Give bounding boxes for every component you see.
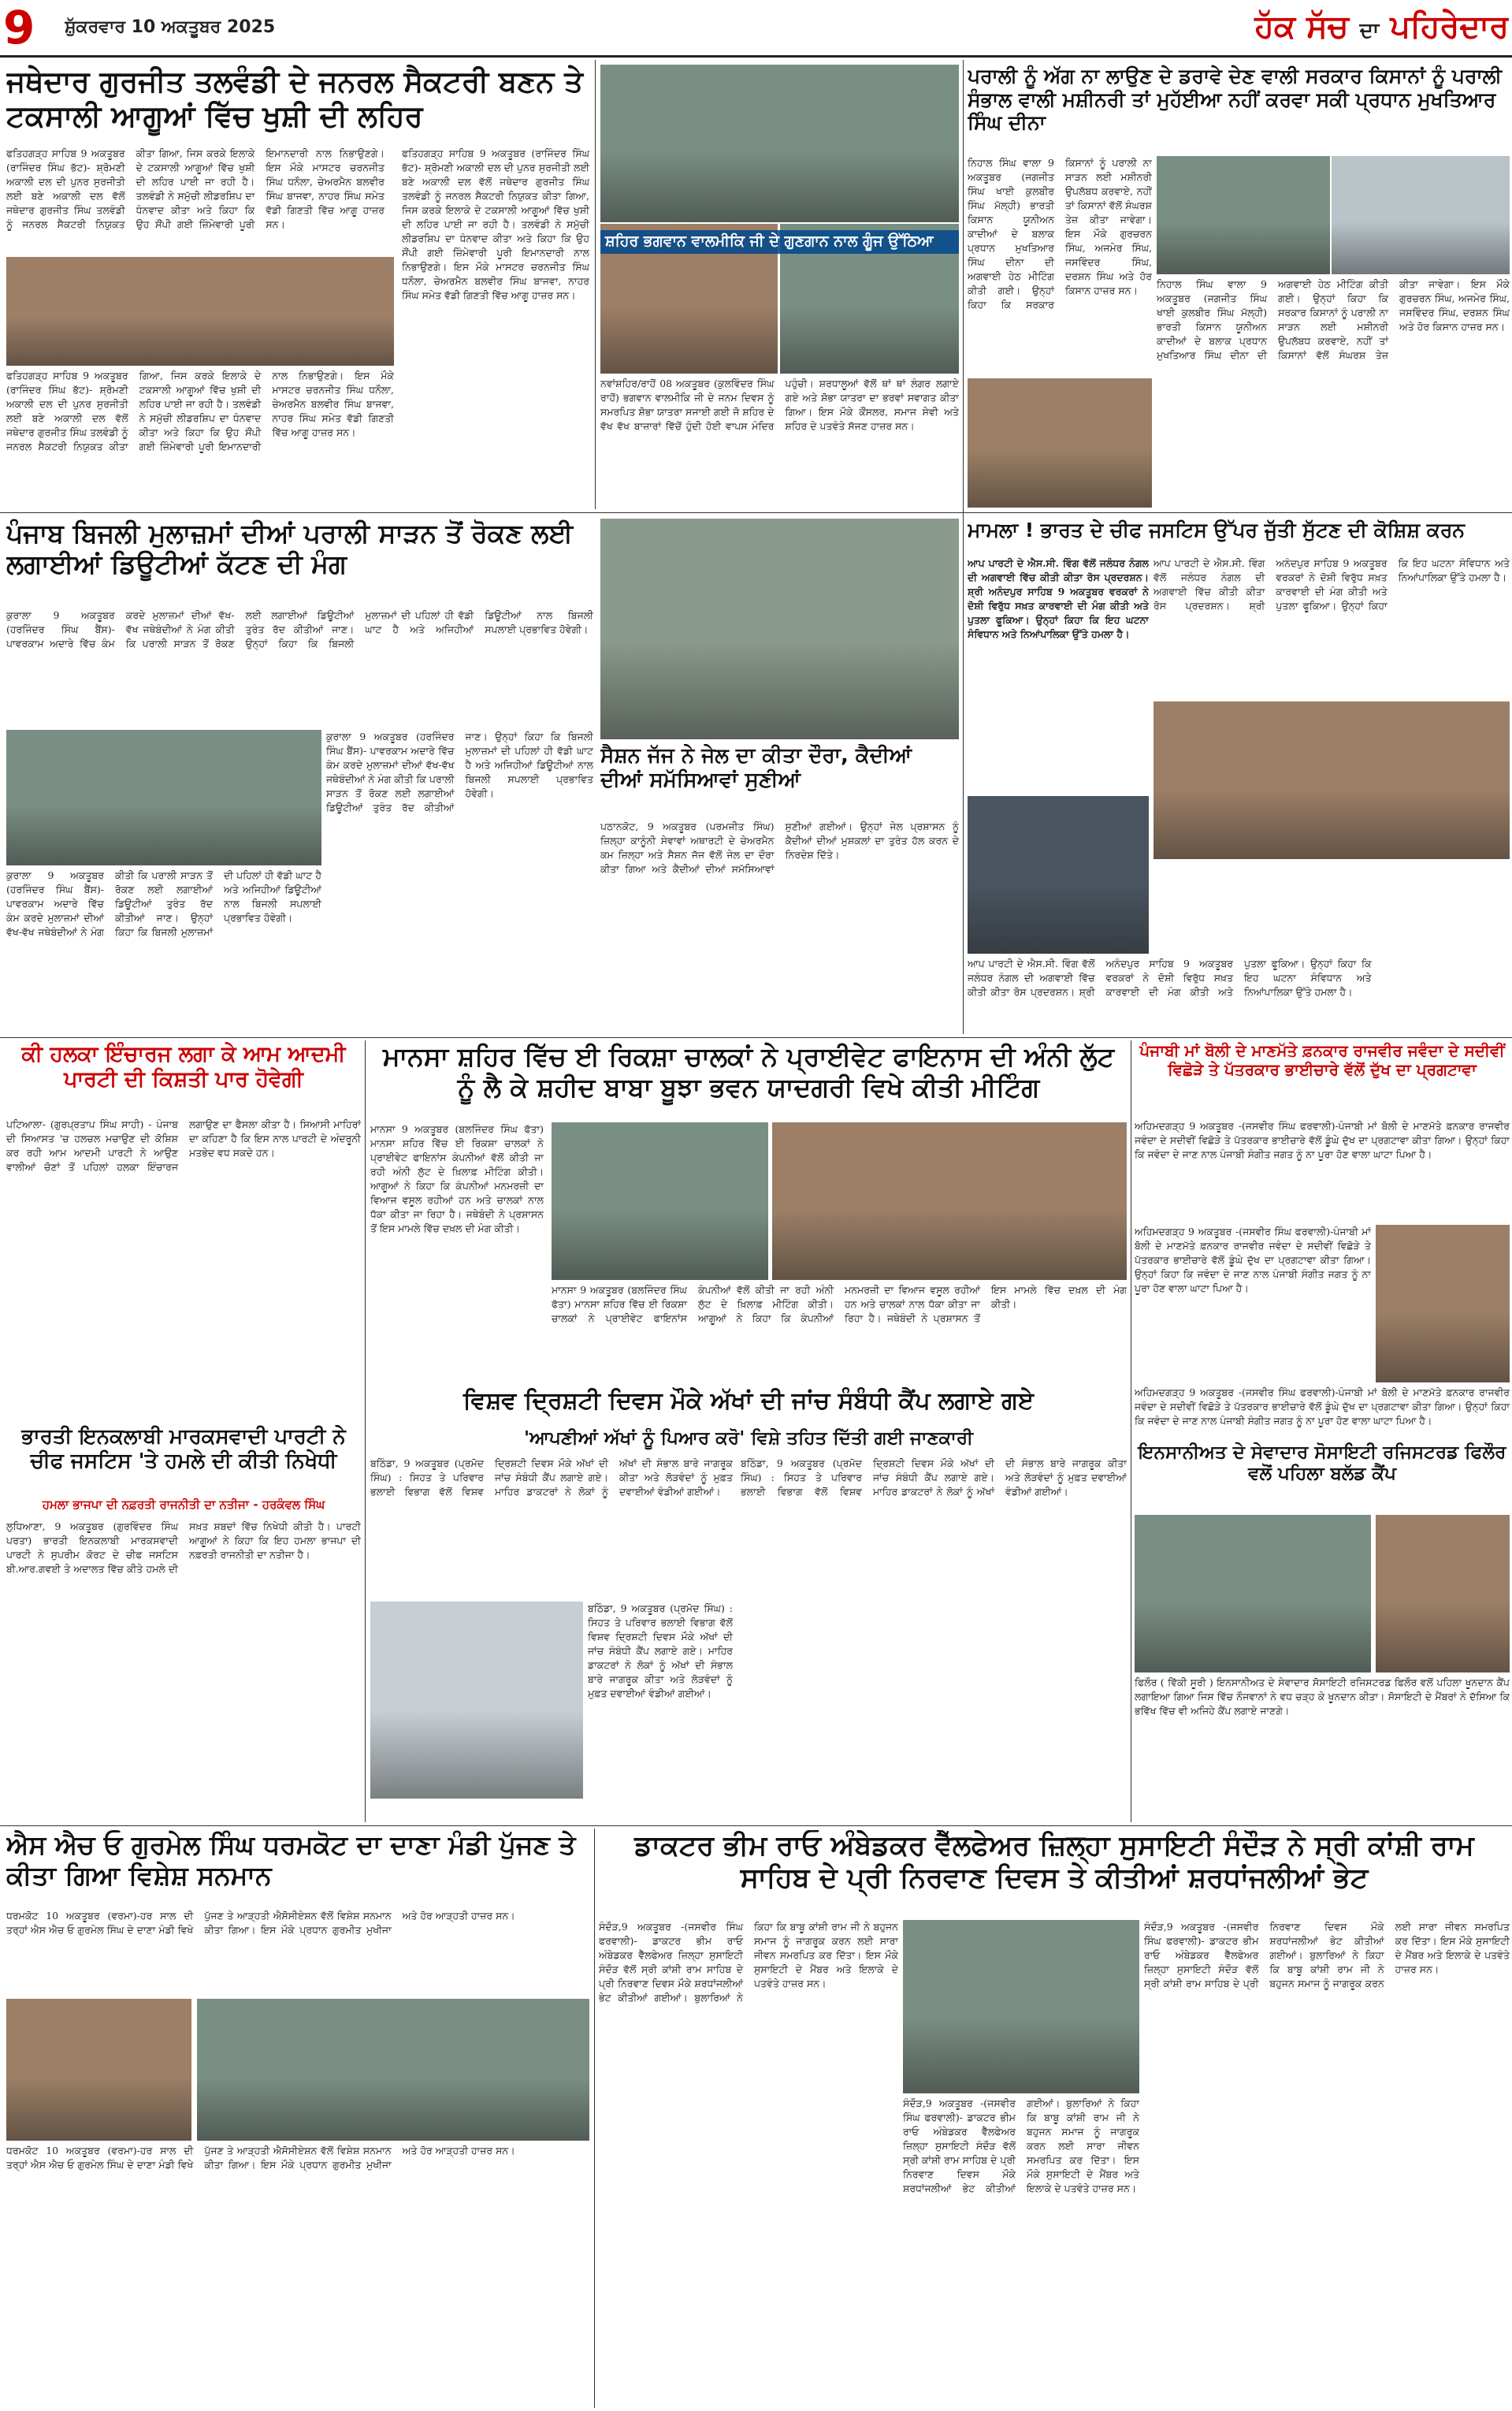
- article-body-11c: ਬਠਿੰਡਾ, 9 ਅਕਤੂਬਰ (ਪ੍ਰਮੋਦ ਸਿੰਘ) : ਸਿਹਤ ਤੇ ਪਰਿਵਾਰ ਭਲਾਈ ਵਿਭਾਗ ਵੱਲੋਂ ਵਿਸ਼ਵ ਦ੍ਰਿਸ਼ਟੀ ਦਿਵਸ ਮੌਕੇ ਅੱਖਾਂ ਦੀ ਜਾਂਚ ਸੰਬੰਧੀ ਕੈਂਪ ਲਗਾਏ ਗਏ। ਮਾਹਿਰ ਡਾਕਟਰਾਂ ਨੇ ਲੋਕਾਂ ਨੂੰ ਅੱਖਾਂ ਦੀ ਸੰਭਾਲ ਬਾਰੇ ਜਾਗਰੂਕ ਕੀਤਾ ਅਤੇ ਲੋੜਵੰਦਾਂ ਨੂੰ ਮੁਫ਼ਤ ਦਵਾਈਆਂ ਵੰਡੀਆਂ ਗਈਆਂ।: [741, 1457, 1127, 1498]
- article-photo-5: [600, 519, 959, 739]
- article-body-6b: ਆਪ ਪਾਰਟੀ ਦੇ ਐਸ.ਸੀ. ਵਿੰਗ ਵੱਲੋਂ ਜਲੰਧਰ ਨੰਗਲ ਦੀ ਅਗਵਾਈ ਵਿੱਚ ਕੀਤੀ ਕੀਤਾ ਰੋਸ ਪ੍ਰਦਰਸ਼ਨ। ਸ਼੍ਰੀ ਅਨੰਦਪੁਰ ਸਾਹਿਬ 9 ਅਕਤੂਬਰ ਵਰਕਰਾਂ ਨੇ ਦੋਸ਼ੀ ਵਿਰੁੱਧ ਸਖ਼ਤ ਕਾਰਵਾਈ ਦੀ ਮੰਗ ਕੀਤੀ ਅਤੇ ਪੁਤਲਾ ਫੂਕਿਆ। ਉਨ੍ਹਾਂ ਕਿਹਾ ਕਿ ਇਹ ਘਟਨਾ ਸੰਵਿਧਾਨ ਅਤੇ ਨਿਆਂਪਾਲਿਕਾ ਉੱਤੇ ਹਮਲਾ ਹੈ।: [1154, 557, 1510, 612]
- article-body-7: ਪਟਿਆਲਾ- (ਗੁਰਪ੍ਰਤਾਪ ਸਿੰਘ ਸਾਹੀ) - ਪੰਜਾਬ ਦੀ ਸਿਆਸਤ 'ਚ ਹਲਚਲ ਮਚਾਉਣ ਦੀ ਕੋਸ਼ਿਸ਼ ਕਰ ਰਹੀ ਆਮ ਆਦਮੀ ਪਾਰਟੀ ਨੇ ਆਉਣ ਵਾਲੀਆਂ ਚੋਣਾਂ ਤੋਂ ਪਹਿਲਾਂ ਹਲਕਾ ਇੰਚਾਰਜ ਲਗਾਉਣ ਦਾ ਫੈਸਲਾ ਕੀਤਾ ਹੈ। ਸਿਆਸੀ ਮਾਹਿਰਾਂ ਦਾ ਕਹਿਣਾ ਹੈ ਕਿ ਇਸ ਨਾਲ ਪਾਰਟੀ ਦੇ ਅੰਦਰੂਨੀ ਮਤਭੇਦ ਵਧ ਸਕਦੇ ਹਨ।: [6, 1118, 361, 1173]
- article-body-13: ਧਰਮਕੋਟ 10 ਅਕਤੂਬਰ (ਵਰਮਾ)-ਹਰ ਸਾਲ ਦੀ ਤਰ੍ਹਾਂ ਐਸ ਐਚ ਓ ਗੁਰਮੇਲ ਸਿੰਘ ਦੇ ਦਾਣਾ ਮੰਡੀ ਵਿਖੇ ਪੁੱਜਣ ਤੇ ਆੜ੍ਹਤੀ ਐਸੋਸੀਏਸ਼ਨ ਵੱਲੋਂ ਵਿਸ਼ੇਸ਼ ਸਨਮਾਨ ਕੀਤਾ ਗਿਆ। ਇਸ ਮੌਕੇ ਪ੍ਰਧਾਨ ਗੁਰਮੀਤ ਮੁਖੀਜਾ ਅਤੇ ਹੋਰ ਆੜ੍ਹਤੀ ਹਾਜ਼ਰ ਸਨ।: [6, 1910, 515, 1936]
- article-body-6c: ਆਪ ਪਾਰਟੀ ਦੇ ਐਸ.ਸੀ. ਵਿੰਗ ਵੱਲੋਂ ਜਲੰਧਰ ਨੰਗਲ ਦੀ ਅਗਵਾਈ ਵਿੱਚ ਕੀਤੀ ਕੀਤਾ ਰੋਸ ਪ੍ਰਦਰਸ਼ਨ। ਸ਼੍ਰੀ ਅਨੰਦਪੁਰ ਸਾਹਿਬ 9 ਅਕਤੂਬਰ ਵਰਕਰਾਂ ਨੇ ਦੋਸ਼ੀ ਵਿਰੁੱਧ ਸਖ਼ਤ ਕਾਰਵਾਈ ਦੀ ਮੰਗ ਕੀਤੀ ਅਤੇ ਪੁਤਲਾ ਫੂਕਿਆ। ਉਨ੍ਹਾਂ ਕਿਹਾ ਕਿ ਇਹ ਘਟਨਾ ਸੰਵਿਧਾਨ ਅਤੇ ਨਿਆਂਪਾਲਿਕਾ ਉੱਤੇ ਹਮਲਾ ਹੈ।: [968, 958, 1372, 998]
- column-rule: [594, 1829, 595, 2408]
- article-body-14b: ਸੰਦੌੜ,9 ਅਕਤੂਬਰ -(ਜਸਵੀਰ ਸਿੰਘ ਫਰਵਾਲੀ)- ਡਾਕਟਰ ਭੀਮ ਰਾਓ ਅੰਬੇਡਕਰ ਵੈੱਲਫੇਅਰ ਜ਼ਿਲ੍ਹਾ ਸੁਸਾਇਟੀ ਸੰਦੌੜ ਵੱਲੋਂ ਸ੍ਰੀ ਕਾਂਸ਼ੀ ਰਾਮ ਸਾਹਿਬ ਦੇ ਪ੍ਰੀ ਨਿਰਵਾਣ ਦਿਵਸ ਮੌਕੇ ਸ਼ਰਧਾਂਜਲੀਆਂ ਭੇਟ ਕੀਤੀਆਂ ਗਈਆਂ। ਬੁਲਾਰਿਆਂ ਨੇ ਕਿਹਾ ਕਿ ਬਾਬੂ ਕਾਂਸ਼ੀ ਰਾਮ ਜੀ ਨੇ ਬਹੁਜਨ ਸਮਾਜ ਨੂੰ ਜਾਗਰੂਕ ਕਰਨ ਲਈ ਸਾਰਾ ਜੀਵਨ ਸਮਰਪਿਤ ਕਰ ਦਿੱਤਾ। ਇਸ ਮੌਕੇ ਸੁਸਾਇਟੀ ਦੇ ਮੈਂਬਰ ਅਤੇ ਇਲਾਕੇ ਦੇ ਪਤਵੰਤੇ ਹਾਜ਼ਰ ਸਨ।: [903, 2097, 1139, 2194]
- article-body-4: ਕੁਰਾਲਾ 9 ਅਕਤੂਬਰ (ਹਰਜਿੰਦਰ ਸਿੰਘ ਬੈਂਸ)- ਪਾਵਰਕਾਮ ਅਦਾਰੇ ਵਿੱਚ ਕੰਮ ਕਰਦੇ ਮੁਲਾਜ਼ਮਾਂ ਦੀਆਂ ਵੱਖ-ਵੱਖ ਜਥੇਬੰਦੀਆਂ ਨੇ ਮੰਗ ਕੀਤੀ ਕਿ ਪਰਾਲੀ ਸਾੜਨ ਤੋਂ ਰੋਕਣ ਲਈ ਲਗਾਈਆਂ ਡਿਊਟੀਆਂ ਤੁਰੰਤ ਰੱਦ ਕੀਤੀਆਂ ਜਾਣ। ਉਨ੍ਹਾਂ ਕਿਹਾ ਕਿ ਬਿਜਲੀ ਮੁਲਾਜ਼ਮਾਂ ਦੀ ਪਹਿਲਾਂ ਹੀ ਵੱਡੀ ਘਾਟ ਹੈ ਅਤੇ ਅਜਿਹੀਆਂ ਡਿਊਟੀਆਂ ਨਾਲ ਬਿਜਲੀ ਸਪਲਾਈ ਪ੍ਰਭਾਵਿਤ ਹੋਵੇਗੀ।: [6, 609, 593, 649]
- article-subhead-11: 'ਆਪਣੀਆਂ ਅੱਖਾਂ ਨੂੰ ਪਿਆਰ ਕਰੋ' ਵਿਸ਼ੇ ਤਹਿਤ ਦਿੱਤੀ ਗਈ ਜਾਣਕਾਰੀ: [523, 1428, 974, 1449]
- article-photo-6b: [968, 796, 1149, 954]
- article-photo-6a: [1154, 701, 1510, 859]
- article-body-10c: ਅਹਿਮਦਗੜ੍ਹ 9 ਅਕਤੂਬਰ -(ਜਸਵੀਰ ਸਿੰਘ ਫਰਵਾਲੀ)-ਪੰਜਾਬੀ ਮਾਂ ਬੋਲੀ ਦੇ ਮਾਣਮੱਤੇ ਫ਼ਨਕਾਰ ਰਾਜਵੀਰ ਜਵੰਦਾ ਦੇ ਸਦੀਵੀਂ ਵਿਛੋੜੇ ਤੇ ਪੱਤਰਕਾਰ ਭਾਈਚਾਰੇ ਵੱਲੋਂ ਡੂੰਘੇ ਦੁੱਖ ਦਾ ਪ੍ਰਗਟਾਵਾ ਕੀਤਾ ਗਿਆ। ਉਨ੍ਹਾਂ ਕਿਹਾ ਕਿ ਜਵੰਦਾ ਦੇ ਜਾਣ ਨਾਲ ਪੰਜਾਬੀ ਸੰਗੀਤ ਜਗਤ ਨੂੰ ਨਾ ਪੂਰਾ ਹੋਣ ਵਾਲਾ ਘਾਟਾ ਪਿਆ ਹੈ।: [1135, 1386, 1510, 1427]
- article-headline-11: ਵਿਸ਼ਵ ਦ੍ਰਿਸ਼ਟੀ ਦਿਵਸ ਮੌਕੇ ਅੱਖਾਂ ਦੀ ਜਾਂਚ ਸੰਬੰਧੀ ਕੈਂਪ ਲਗਾਏ ਗਏ: [463, 1387, 1034, 1415]
- masthead-right: ਪਹਿਰੇਦਾਰ: [1390, 9, 1509, 45]
- article-body-10: ਅਹਿਮਦਗੜ੍ਹ 9 ਅਕਤੂਬਰ -(ਜਸਵੀਰ ਸਿੰਘ ਫਰਵਾਲੀ)-ਪੰਜਾਬੀ ਮਾਂ ਬੋਲੀ ਦੇ ਮਾਣਮੱਤੇ ਫ਼ਨਕਾਰ ਰਾਜਵੀਰ ਜਵੰਦਾ ਦੇ ਸਦੀਵੀਂ ਵਿਛੋੜੇ ਤੇ ਪੱਤਰਕਾਰ ਭਾਈਚਾਰੇ ਵੱਲੋਂ ਡੂੰਘੇ ਦੁੱਖ ਦਾ ਪ੍ਰਗਟਾਵਾ ਕੀਤਾ ਗਿਆ। ਉਨ੍ਹਾਂ ਕਿਹਾ ਕਿ ਜਵੰਦਾ ਦੇ ਜਾਣ ਨਾਲ ਪੰਜਾਬੀ ਸੰਗੀਤ ਜਗਤ ਨੂੰ ਨਾ ਪੂਰਾ ਹੋਣ ਵਾਲਾ ਘਾਟਾ ਪਿਆ ਹੈ।: [1135, 1120, 1510, 1160]
- article-headline-2: ਪਰਾਲੀ ਨੂੰ ਅੱਗ ਨਾ ਲਾਉਣ ਦੇ ਡਰਾਵੇ ਦੇਣ ਵਾਲੀ ਸਰਕਾਰ ਕਿਸਾਨਾਂ ਨੂੰ ਪਰਾਲੀ ਸੰਭਾਲ ਵਾਲੀ ਮਸ਼ੀਨਰੀ ਤਾਂ ਮੁਹੱਈਆ ਨਹੀਂ ਕਰਵਾ ਸਕੀ ਪ੍ਰਧਾਨ ਮੁਖਤਿਆਰ ਸਿੰਘ ਦੀਨਾ: [968, 65, 1503, 134]
- article-body-2: ਨਿਹਾਲ ਸਿੰਘ ਵਾਲਾ 9 ਅਕਤੂਬਰ (ਜਗਜੀਤ ਸਿੰਘ ਖਾਈ ਕੁਲਬੀਰ ਸਿੰਘ ਮੱਲ੍ਹੀ) ਭਾਰਤੀ ਕਿਸਾਨ ਯੂਨੀਅਨ ਕਾਦੀਆਂ ਦੇ ਬਲਾਕ ਪ੍ਰਧਾਨ ਮੁਖਤਿਆਰ ਸਿੰਘ ਦੀਨਾ ਦੀ ਅਗਵਾਈ ਹੇਠ ਮੀਟਿੰਗ ਕੀਤੀ ਗਈ। ਉਨ੍ਹਾਂ ਕਿਹਾ ਕਿ ਸਰਕਾਰ ਕਿਸਾਨਾਂ ਨੂੰ ਪਰਾਲੀ ਨਾ ਸਾੜਨ ਲਈ ਮਸ਼ੀਨਰੀ ਉਪਲੱਬਧ ਕਰਵਾਏ, ਨਹੀਂ ਤਾਂ ਕਿਸਾਨਾਂ ਵੱਲੋਂ ਸੰਘਰਸ਼ ਤੇਜ਼ ਕੀਤਾ ਜਾਵੇਗਾ। ਇਸ ਮੌਕੇ ਗੁਰਚਰਨ ਸਿੰਘ, ਅਜਮੇਰ ਸਿੰਘ, ਜਸਵਿੰਦਰ ਸਿੰਘ, ਦਰਸ਼ਨ ਸਿੰਘ ਅਤੇ ਹੋਰ ਕਿਸਾਨ ਹਾਜ਼ਰ ਸਨ।: [968, 157, 1152, 311]
- article-body-9: ਮਾਨਸਾ 9 ਅਕਤੂਬਰ (ਬਲਜਿੰਦਰ ਸਿੰਘ ਫੱਤਾ) ਮਾਨਸਾ ਸ਼ਹਿਰ ਵਿੱਚ ਈ ਰਿਕਸ਼ਾ ਚਾਲਕਾਂ ਨੇ ਪ੍ਰਾਈਵੇਟ ਫਾਇਨਾਂਸ ਕੰਪਨੀਆਂ ਵੱਲੋਂ ਕੀਤੀ ਜਾ ਰਹੀ ਅੰਨੀ ਲੁੱਟ ਦੇ ਖ਼ਿਲਾਫ਼ ਮੀਟਿੰਗ ਕੀਤੀ। ਆਗੂਆਂ ਨੇ ਕਿਹਾ ਕਿ ਕੰਪਨੀਆਂ ਮਨਮਰਜ਼ੀ ਦਾ ਵਿਆਜ ਵਸੂਲ ਰਹੀਆਂ ਹਨ ਅਤੇ ਚਾਲਕਾਂ ਨਾਲ ਧੱਕਾ ਕੀਤਾ ਜਾ ਰਿਹਾ ਹੈ। ਜਥੇਬੰਦੀ ਨੇ ਪ੍ਰਸ਼ਾਸਨ ਤੋਂ ਇਸ ਮਾਮਲੇ ਵਿੱਚ ਦਖ਼ਲ ਦੀ ਮੰਗ ਕੀਤੀ।: [370, 1123, 544, 1234]
- article-headline-12: ਇਨਸਾਨੀਅਤ ਦੇ ਸੇਵਾਦਾਰ ਸੋਸਾਇਟੀ ਰਜਿਸਟਰਡ ਫਿਲੌਰ ਵਲੋਂ ਪਹਿਲਾ ਬਲੱਡ ਕੈਂਪ: [1138, 1442, 1506, 1485]
- article-headline-5: ਸੈਸ਼ਨ ਜੱਜ ਨੇ ਜੇਲ ਦਾ ਕੀਤਾ ਦੌਰਾ, ਕੈਦੀਆਂ ਦੀਆਂ ਸਮੱਸਿਆਵਾਂ ਸੁਣੀਆਂ: [600, 744, 912, 792]
- column-rule: [595, 60, 596, 509]
- article-body-2b: ਨਿਹਾਲ ਸਿੰਘ ਵਾਲਾ 9 ਅਕਤੂਬਰ (ਜਗਜੀਤ ਸਿੰਘ ਖਾਈ ਕੁਲਬੀਰ ਸਿੰਘ ਮੱਲ੍ਹੀ) ਭਾਰਤੀ ਕਿਸਾਨ ਯੂਨੀਅਨ ਕਾਦੀਆਂ ਦੇ ਬਲਾਕ ਪ੍ਰਧਾਨ ਮੁਖਤਿਆਰ ਸਿੰਘ ਦੀਨਾ ਦੀ ਅਗਵਾਈ ਹੇਠ ਮੀਟਿੰਗ ਕੀਤੀ ਗਈ। ਉਨ੍ਹਾਂ ਕਿਹਾ ਕਿ ਸਰਕਾਰ ਕਿਸਾਨਾਂ ਨੂੰ ਪਰਾਲੀ ਨਾ ਸਾੜਨ ਲਈ ਮਸ਼ੀਨਰੀ ਉਪਲੱਬਧ ਕਰਵਾਏ, ਨਹੀਂ ਤਾਂ ਕਿਸਾਨਾਂ ਵੱਲੋਂ ਸੰਘਰਸ਼ ਤੇਜ਼ ਕੀਤਾ ਜਾਵੇਗਾ। ਇਸ ਮੌਕੇ ਗੁਰਚਰਨ ਸਿੰਘ, ਅਜਮੇਰ ਸਿੰਘ, ਜਸਵਿੰਦਰ ਸਿੰਘ, ਦਰਸ਼ਨ ਸਿੰਘ ਅਤੇ ਹੋਰ ਕਿਸਾਨ ਹਾਜ਼ਰ ਸਨ।: [1157, 278, 1510, 361]
- article-headline-8: ਭਾਰਤੀ ਇਨਕਲਾਬੀ ਮਾਰਕਸਵਾਦੀ ਪਾਰਟੀ ਨੇ ਚੀਫ ਜਸਟਿਸ 'ਤੇ ਹਮਲੇ ਦੀ ਕੀਤੀ ਨਿਖੇਧੀ: [21, 1425, 346, 1473]
- article-headline-14: ਡਾਕਟਰ ਭੀਮ ਰਾਓ ਅੰਬੇਡਕਰ ਵੈੱਲਫੇਅਰ ਜ਼ਿਲ੍ਹਾ ਸੁਸਾਇਟੀ ਸੰਦੌੜ ਨੇ ਸ੍ਰੀ ਕਾਂਸ਼ੀ ਰਾਮ ਸਾਹਿਬ ਦੇ ਪ੍ਰੀ ਨਿਰਵਾਣ ਦਿਵਸ ਤੇ ਕੀਤੀਆਂ ਸ਼ਰਧਾਂਜਲੀਆਂ ਭੇਟ: [634, 1830, 1474, 1895]
- article-headline-7: ਕੀ ਹਲਕਾ ਇੰਚਾਰਜ ਲਗਾ ਕੇ ਆਮ ਆਦਮੀ ਪਾਰਟੀ ਦੀ ਕਿਸ਼ਤੀ ਪਾਰ ਹੋਵੇਗੀ: [21, 1042, 346, 1092]
- article-headline-6: ਮਾਮਲਾ ! ਭਾਰਤ ਦੇ ਚੀਫ ਜਸਟਿਸ ਉੱਪਰ ਜੁੱਤੀ ਸੁੱਟਣ ਦੀ ਕੋਸ਼ਿਸ਼ ਕਰਨ: [968, 519, 1465, 541]
- article-body-8: ਲੁਧਿਆਣਾ, 9 ਅਕਤੂਬਰ (ਗੁਰਵਿੰਦਰ ਸਿੰਘ ਪਰਤਾ) ਭਾਰਤੀ ਇਨਕਲਾਬੀ ਮਾਰਕਸਵਾਦੀ ਪਾਰਟੀ ਨੇ ਸੁਪਰੀਮ ਕੋਰਟ ਦੇ ਚੀਫ ਜਸਟਿਸ ਬੀ.ਆਰ.ਗਵਈ ਤੇ ਅਦਾਲਤ ਵਿੱਚ ਕੀਤੇ ਹਮਲੇ ਦੀ ਸਖ਼ਤ ਸ਼ਬਦਾਂ ਵਿੱਚ ਨਿਖੇਧੀ ਕੀਤੀ ਹੈ। ਪਾਰਟੀ ਆਗੂਆਂ ਨੇ ਕਿਹਾ ਕਿ ਇਹ ਹਮਲਾ ਭਾਜਪਾ ਦੀ ਨਫ਼ਰਤੀ ਰਾਜਨੀਤੀ ਦਾ ਨਤੀਜਾ ਹੈ।: [6, 1520, 361, 1575]
- article-headline-3: ਸ਼ਹਿਰ ਭਗਵਾਨ ਵਾਲਮੀਕਿ ਜੀ ਦੇ ਗੁਣਗਾਨ ਨਾਲ ਗੂੰਜ ਉੱਠਿਆ: [600, 230, 959, 254]
- column-rule: [963, 60, 964, 1034]
- masthead-logo: [1198, 3, 1509, 50]
- article-body-11: ਬਠਿੰਡਾ, 9 ਅਕਤੂਬਰ (ਪ੍ਰਮੋਦ ਸਿੰਘ) : ਸਿਹਤ ਤੇ ਪਰਿਵਾਰ ਭਲਾਈ ਵਿਭਾਗ ਵੱਲੋਂ ਵਿਸ਼ਵ ਦ੍ਰਿਸ਼ਟੀ ਦਿਵਸ ਮੌਕੇ ਅੱਖਾਂ ਦੀ ਜਾਂਚ ਸੰਬੰਧੀ ਕੈਂਪ ਲਗਾਏ ਗਏ। ਮਾਹਿਰ ਡਾਕਟਰਾਂ ਨੇ ਲੋਕਾਂ ਨੂੰ ਅੱਖਾਂ ਦੀ ਸੰਭਾਲ ਬਾਰੇ ਜਾਗਰੂਕ ਕੀਤਾ ਅਤੇ ਲੋੜਵੰਦਾਂ ਨੂੰ ਮੁਫ਼ਤ ਦਵਾਈਆਂ ਵੰਡੀਆਂ ਗਈਆਂ।: [370, 1457, 733, 1498]
- article-body-4c: ਕੁਰਾਲਾ 9 ਅਕਤੂਬਰ (ਹਰਜਿੰਦਰ ਸਿੰਘ ਬੈਂਸ)- ਪਾਵਰਕਾਮ ਅਦਾਰੇ ਵਿੱਚ ਕੰਮ ਕਰਦੇ ਮੁਲਾਜ਼ਮਾਂ ਦੀਆਂ ਵੱਖ-ਵੱਖ ਜਥੇਬੰਦੀਆਂ ਨੇ ਮੰਗ ਕੀਤੀ ਕਿ ਪਰਾਲੀ ਸਾੜਨ ਤੋਂ ਰੋਕਣ ਲਈ ਲਗਾਈਆਂ ਡਿਊਟੀਆਂ ਤੁਰੰਤ ਰੱਦ ਕੀਤੀਆਂ ਜਾਣ। ਉਨ੍ਹਾਂ ਕਿਹਾ ਕਿ ਬਿਜਲੀ ਮੁਲਾਜ਼ਮਾਂ ਦੀ ਪਹਿਲਾਂ ਹੀ ਵੱਡੀ ਘਾਟ ਹੈ ਅਤੇ ਅਜਿਹੀਆਂ ਡਿਊਟੀਆਂ ਨਾਲ ਬਿਜਲੀ ਸਪਲਾਈ ਪ੍ਰਭਾਵਿਤ ਹੋਵੇਗੀ।: [326, 731, 593, 813]
- article-photo-3a: [600, 65, 959, 222]
- article-headline-13: ਐਸ ਐਚ ਓ ਗੁਰਮੇਲ ਸਿੰਘ ਧਰਮਕੋਟ ਦਾ ਦਾਣਾ ਮੰਡੀ ਪੁੱਜਣ ਤੇ ਕੀਤਾ ਗਿਆ ਵਿਸ਼ੇਸ਼ ਸਨਮਾਨ: [6, 1830, 576, 1891]
- article-body-3: ਨਵਾਂਸ਼ਹਿਰ/ਰਾਹੋਂ 08 ਅਕਤੂਬਰ (ਕੁਲਵਿੰਦਰ ਸਿੰਘ ਰਾਹੋਂ) ਭਗਵਾਨ ਵਾਲਮੀਕਿ ਜੀ ਦੇ ਜਨਮ ਦਿਵਸ ਨੂੰ ਸਮਰਪਿਤ ਸ਼ੋਭਾ ਯਾਤਰਾ ਸਜਾਈ ਗਈ ਜੋ ਸ਼ਹਿਰ ਦੇ ਵੱਖ ਵੱਖ ਬਾਜ਼ਾਰਾਂ ਵਿੱਚੋਂ ਹੁੰਦੀ ਹੋਈ ਵਾਪਸ ਮੰਦਿਰ ਪਹੁੰਚੀ। ਸ਼ਰਧਾਲੂਆਂ ਵੱਲੋਂ ਥਾਂ ਥਾਂ ਲੰਗਰ ਲਗਾਏ ਗਏ ਅਤੇ ਸ਼ੋਭਾ ਯਾਤਰਾ ਦਾ ਭਰਵਾਂ ਸਵਾਗਤ ਕੀਤਾ ਗਿਆ। ਇਸ ਮੌਕੇ ਕੌਂਸਲਰ, ਸਮਾਜ ਸੇਵੀ ਅਤੇ ਸ਼ਹਿਰ ਦੇ ਪਤਵੰਤੇ ਸੱਜਣ ਹਾਜ਼ਰ ਸਨ।: [600, 378, 959, 432]
- header-rule: [0, 55, 1512, 58]
- article-photo-13b: [197, 1999, 589, 2141]
- article-subhead-8: ਹਮਲਾ ਭਾਜਪਾ ਦੀ ਨਫ਼ਰਤੀ ਰਾਜਨੀਤੀ ਦਾ ਨਤੀਜਾ - ਹਰਕੰਵਲ ਸਿੰਘ: [42, 1498, 325, 1512]
- article-body-1: ਫਤਿਹਗੜ੍ਹ ਸਾਹਿਬ 9 ਅਕਤੂਬਰ (ਰਾਜਿੰਦਰ ਸਿੰਘ ਭੱਟ)- ਸ਼੍ਰੋਮਣੀ ਅਕਾਲੀ ਦਲ ਦੀ ਪੁਨਰ ਸੁਰਜੀਤੀ ਲਈ ਬਣੇ ਅਕਾਲੀ ਦਲ ਵੱਲੋਂ ਜਥੇਦਾਰ ਗੁਰਜੀਤ ਸਿੰਘ ਤਲਵੰਡੀ ਨੂੰ ਜਨਰਲ ਸੈਕਟਰੀ ਨਿਯੁਕਤ ਕੀਤਾ ਗਿਆ, ਜਿਸ ਕਰਕੇ ਇਲਾਕੇ ਦੇ ਟਕਸਾਲੀ ਆਗੂਆਂ ਵਿੱਚ ਖੁਸ਼ੀ ਦੀ ਲਹਿਰ ਪਾਈ ਜਾ ਰਹੀ ਹੈ। ਤਲਵੰਡੀ ਨੇ ਸਮੁੱਚੀ ਲੀਡਰਸ਼ਿਪ ਦਾ ਧੰਨਵਾਦ ਕੀਤਾ ਅਤੇ ਕਿਹਾ ਕਿ ਉਹ ਸੌਂਪੀ ਗਈ ਜ਼ਿੰਮੇਵਾਰੀ ਪੂਰੀ ਇਮਾਨਦਾਰੀ ਨਾਲ ਨਿਭਾਉਣਗੇ। ਇਸ ਮੌਕੇ ਮਾਸਟਰ ਚਰਨਜੀਤ ਸਿੰਘ ਧਨੌਲਾ, ਚੇਅਰਮੈਨ ਬਲਵੀਰ ਸਿੰਘ ਬਾਜਵਾ, ਨਾਹਰ ਸਿੰਘ ਸਮੇਤ ਵੱਡੀ ਗਿਣਤੀ ਵਿੱਚ ਆਗੂ ਹਾਜ਼ਰ ਸਨ।: [6, 147, 385, 230]
- page-number: 9: [3, 2, 35, 54]
- article-photo-9a: [552, 1122, 768, 1280]
- masthead-mid: ਦਾ: [1359, 19, 1380, 43]
- article-photo-12a: [1135, 1515, 1371, 1672]
- article-photo-2c: [968, 378, 1152, 508]
- article-body-5: ਪਠਾਨਕੋਟ, 9 ਅਕਤੂਬਰ (ਪਰਮਜੀਤ ਸਿੰਘ) ਜ਼ਿਲ੍ਹਾ ਕਾਨੂੰਨੀ ਸੇਵਾਵਾਂ ਅਥਾਰਟੀ ਦੇ ਚੇਅਰਮੈਨ ਕਮ ਜ਼ਿਲ੍ਹਾ ਅਤੇ ਸੈਸ਼ਨ ਜੱਜ ਵੱਲੋਂ ਜੇਲ ਦਾ ਦੌਰਾ ਕੀਤਾ ਗਿਆ ਅਤੇ ਕੈਦੀਆਂ ਦੀਆਂ ਸਮੱਸਿਆਵਾਂ ਸੁਣੀਆਂ ਗਈਆਂ। ਉਨ੍ਹਾਂ ਜੇਲ ਪ੍ਰਸ਼ਾਸਨ ਨੂੰ ਕੈਦੀਆਂ ਦੀਆਂ ਮੁਸ਼ਕਲਾਂ ਦਾ ਤੁਰੰਤ ਹੱਲ ਕਰਨ ਦੇ ਨਿਰਦੇਸ਼ ਦਿੱਤੇ।: [600, 820, 959, 875]
- article-body-1b: ਫਤਿਹਗੜ੍ਹ ਸਾਹਿਬ 9 ਅਕਤੂਬਰ (ਰਾਜਿੰਦਰ ਸਿੰਘ ਭੱਟ)- ਸ਼੍ਰੋਮਣੀ ਅਕਾਲੀ ਦਲ ਦੀ ਪੁਨਰ ਸੁਰਜੀਤੀ ਲਈ ਬਣੇ ਅਕਾਲੀ ਦਲ ਵੱਲੋਂ ਜਥੇਦਾਰ ਗੁਰਜੀਤ ਸਿੰਘ ਤਲਵੰਡੀ ਨੂੰ ਜਨਰਲ ਸੈਕਟਰੀ ਨਿਯੁਕਤ ਕੀਤਾ ਗਿਆ, ਜਿਸ ਕਰਕੇ ਇਲਾਕੇ ਦੇ ਟਕਸਾਲੀ ਆਗੂਆਂ ਵਿੱਚ ਖੁਸ਼ੀ ਦੀ ਲਹਿਰ ਪਾਈ ਜਾ ਰਹੀ ਹੈ। ਤਲਵੰਡੀ ਨੇ ਸਮੁੱਚੀ ਲੀਡਰਸ਼ਿਪ ਦਾ ਧੰਨਵਾਦ ਕੀਤਾ ਅਤੇ ਕਿਹਾ ਕਿ ਉਹ ਸੌਂਪੀ ਗਈ ਜ਼ਿੰਮੇਵਾਰੀ ਪੂਰੀ ਇਮਾਨਦਾਰੀ ਨਾਲ ਨਿਭਾਉਣਗੇ। ਇਸ ਮੌਕੇ ਮਾਸਟਰ ਚਰਨਜੀਤ ਸਿੰਘ ਧਨੌਲਾ, ਚੇਅਰਮੈਨ ਬਲਵੀਰ ਸਿੰਘ ਬਾਜਵਾ, ਨਾਹਰ ਸਿੰਘ ਸਮੇਤ ਵੱਡੀ ਗਿਣਤੀ ਵਿੱਚ ਆਗੂ ਹਾਜ਼ਰ ਸਨ।: [6, 370, 394, 452]
- article-body-14: ਸੰਦੌੜ,9 ਅਕਤੂਬਰ -(ਜਸਵੀਰ ਸਿੰਘ ਫਰਵਾਲੀ)- ਡਾਕਟਰ ਭੀਮ ਰਾਓ ਅੰਬੇਡਕਰ ਵੈੱਲਫੇਅਰ ਜ਼ਿਲ੍ਹਾ ਸੁਸਾਇਟੀ ਸੰਦੌੜ ਵੱਲੋਂ ਸ੍ਰੀ ਕਾਂਸ਼ੀ ਰਾਮ ਸਾਹਿਬ ਦੇ ਪ੍ਰੀ ਨਿਰਵਾਣ ਦਿਵਸ ਮੌਕੇ ਸ਼ਰਧਾਂਜਲੀਆਂ ਭੇਟ ਕੀਤੀਆਂ ਗਈਆਂ। ਬੁਲਾਰਿਆਂ ਨੇ ਕਿਹਾ ਕਿ ਬਾਬੂ ਕਾਂਸ਼ੀ ਰਾਮ ਜੀ ਨੇ ਬਹੁਜਨ ਸਮਾਜ ਨੂੰ ਜਾਗਰੂਕ ਕਰਨ ਲਈ ਸਾਰਾ ਜੀਵਨ ਸਮਰਪਿਤ ਕਰ ਦਿੱਤਾ। ਇਸ ਮੌਕੇ ਸੁਸਾਇਟੀ ਦੇ ਮੈਂਬਰ ਅਤੇ ਇਲਾਕੇ ਦੇ ਪਤਵੰਤੇ ਹਾਜ਼ਰ ਸਨ।: [599, 1921, 898, 2004]
- article-body-9b: ਮਾਨਸਾ 9 ਅਕਤੂਬਰ (ਬਲਜਿੰਦਰ ਸਿੰਘ ਫੱਤਾ) ਮਾਨਸਾ ਸ਼ਹਿਰ ਵਿੱਚ ਈ ਰਿਕਸ਼ਾ ਚਾਲਕਾਂ ਨੇ ਪ੍ਰਾਈਵੇਟ ਫਾਇਨਾਂਸ ਕੰਪਨੀਆਂ ਵੱਲੋਂ ਕੀਤੀ ਜਾ ਰਹੀ ਅੰਨੀ ਲੁੱਟ ਦੇ ਖ਼ਿਲਾਫ਼ ਮੀਟਿੰਗ ਕੀਤੀ। ਆਗੂਆਂ ਨੇ ਕਿਹਾ ਕਿ ਕੰਪਨੀਆਂ ਮਨਮਰਜ਼ੀ ਦਾ ਵਿਆਜ ਵਸੂਲ ਰਹੀਆਂ ਹਨ ਅਤੇ ਚਾਲਕਾਂ ਨਾਲ ਧੱਕਾ ਕੀਤਾ ਜਾ ਰਿਹਾ ਹੈ। ਜਥੇਬੰਦੀ ਨੇ ਪ੍ਰਸ਼ਾਸਨ ਤੋਂ ਇਸ ਮਾਮਲੇ ਵਿੱਚ ਦਖ਼ਲ ਦੀ ਮੰਗ ਕੀਤੀ।: [552, 1284, 1127, 1324]
- article-photo-2a: [1157, 156, 1330, 274]
- article-photo-14: [903, 1920, 1139, 2093]
- article-headline-1: ਜਥੇਦਾਰ ਗੁਰਜੀਤ ਤਲਵੰਡੀ ਦੇ ਜਨਰਲ ਸੈਕਟਰੀ ਬਣਨ ਤੇ ਟਕਸਾਲੀ ਆਗੂਆਂ ਵਿੱਚ ਖੁਸ਼ੀ ਦੀ ਲਹਿਰ: [6, 65, 583, 133]
- article-photo-9b: [772, 1122, 1127, 1280]
- masthead-left: ਹੱਕ ਸੱਚ: [1254, 9, 1349, 45]
- article-photo-11: [370, 1602, 583, 1799]
- article-body-14c: ਸੰਦੌੜ,9 ਅਕਤੂਬਰ -(ਜਸਵੀਰ ਸਿੰਘ ਫਰਵਾਲੀ)- ਡਾਕਟਰ ਭੀਮ ਰਾਓ ਅੰਬੇਡਕਰ ਵੈੱਲਫੇਅਰ ਜ਼ਿਲ੍ਹਾ ਸੁਸਾਇਟੀ ਸੰਦੌੜ ਵੱਲੋਂ ਸ੍ਰੀ ਕਾਂਸ਼ੀ ਰਾਮ ਸਾਹਿਬ ਦੇ ਪ੍ਰੀ ਨਿਰਵਾਣ ਦਿਵਸ ਮੌਕੇ ਸ਼ਰਧਾਂਜਲੀਆਂ ਭੇਟ ਕੀਤੀਆਂ ਗਈਆਂ। ਬੁਲਾਰਿਆਂ ਨੇ ਕਿਹਾ ਕਿ ਬਾਬੂ ਕਾਂਸ਼ੀ ਰਾਮ ਜੀ ਨੇ ਬਹੁਜਨ ਸਮਾਜ ਨੂੰ ਜਾਗਰੂਕ ਕਰਨ ਲਈ ਸਾਰਾ ਜੀਵਨ ਸਮਰਪਿਤ ਕਰ ਦਿੱਤਾ। ਇਸ ਮੌਕੇ ਸੁਸਾਇਟੀ ਦੇ ਮੈਂਬਰ ਅਤੇ ਇਲਾਕੇ ਦੇ ਪਤਵੰਤੇ ਹਾਜ਼ਰ ਸਨ।: [1144, 1921, 1510, 1989]
- article-photo-12b: [1376, 1515, 1510, 1672]
- article-photo-10: [1376, 1225, 1510, 1382]
- article-photo-2b: [1332, 156, 1510, 274]
- column-rule: [365, 1040, 366, 1822]
- article-photo-4: [6, 730, 321, 865]
- article-headline-10: ਪੰਜਾਬੀ ਮਾਂ ਬੋਲੀ ਦੇ ਮਾਣਮੱਤੇ ਫ਼ਨਕਾਰ ਰਾਜਵੀਰ ਜਵੰਦਾ ਦੇ ਸਦੀਵੀਂ ਵਿਛੋੜੇ ਤੇ ਪੱਤਰਕਾਰ ਭਾਈਚਾਰੇ ਵੱਲੋਂ ਦੁੱਖ ਦਾ ਪ੍ਰਗਟਾਵਾ: [1139, 1042, 1505, 1079]
- article-headline-9: ਮਾਨਸਾ ਸ਼ਹਿਰ ਵਿੱਚ ਈ ਰਿਕਸ਼ਾ ਚਾਲਕਾਂ ਨੇ ਪ੍ਰਾਈਵੇਟ ਫਾਇਨਾਸ ਦੀ ਅੰਨੀ ਲੁੱਟ ਨੂੰ ਲੈ ਕੇ ਸ਼ਹੀਦ ਬਾਬਾ ਬੂਝਾ ਭਵਨ ਯਾਦਗਰੀ ਵਿਖੇ ਕੀਤੀ ਮੀਟਿੰਗ: [382, 1042, 1114, 1103]
- article-photo-13a: [6, 1999, 191, 2141]
- section-rule-2: [0, 1037, 1512, 1038]
- article-body-11b: ਬਠਿੰਡਾ, 9 ਅਕਤੂਬਰ (ਪ੍ਰਮੋਦ ਸਿੰਘ) : ਸਿਹਤ ਤੇ ਪਰਿਵਾਰ ਭਲਾਈ ਵਿਭਾਗ ਵੱਲੋਂ ਵਿਸ਼ਵ ਦ੍ਰਿਸ਼ਟੀ ਦਿਵਸ ਮੌਕੇ ਅੱਖਾਂ ਦੀ ਜਾਂਚ ਸੰਬੰਧੀ ਕੈਂਪ ਲਗਾਏ ਗਏ। ਮਾਹਿਰ ਡਾਕਟਰਾਂ ਨੇ ਲੋਕਾਂ ਨੂੰ ਅੱਖਾਂ ਦੀ ਸੰਭਾਲ ਬਾਰੇ ਜਾਗਰੂਕ ਕੀਤਾ ਅਤੇ ਲੋੜਵੰਦਾਂ ਨੂੰ ਮੁਫ਼ਤ ਦਵਾਈਆਂ ਵੰਡੀਆਂ ਗਈਆਂ।: [588, 1602, 733, 1699]
- article-body-10b: ਅਹਿਮਦਗੜ੍ਹ 9 ਅਕਤੂਬਰ -(ਜਸਵੀਰ ਸਿੰਘ ਫਰਵਾਲੀ)-ਪੰਜਾਬੀ ਮਾਂ ਬੋਲੀ ਦੇ ਮਾਣਮੱਤੇ ਫ਼ਨਕਾਰ ਰਾਜਵੀਰ ਜਵੰਦਾ ਦੇ ਸਦੀਵੀਂ ਵਿਛੋੜੇ ਤੇ ਪੱਤਰਕਾਰ ਭਾਈਚਾਰੇ ਵੱਲੋਂ ਡੂੰਘੇ ਦੁੱਖ ਦਾ ਪ੍ਰਗਟਾਵਾ ਕੀਤਾ ਗਿਆ। ਉਨ੍ਹਾਂ ਕਿਹਾ ਕਿ ਜਵੰਦਾ ਦੇ ਜਾਣ ਨਾਲ ਪੰਜਾਬੀ ਸੰਗੀਤ ਜਗਤ ਨੂੰ ਨਾ ਪੂਰਾ ਹੋਣ ਵਾਲਾ ਘਾਟਾ ਪਿਆ ਹੈ।: [1135, 1226, 1371, 1294]
- section-rule-3: [0, 1825, 1512, 1826]
- article-body-13b: ਧਰਮਕੋਟ 10 ਅਕਤੂਬਰ (ਵਰਮਾ)-ਹਰ ਸਾਲ ਦੀ ਤਰ੍ਹਾਂ ਐਸ ਐਚ ਓ ਗੁਰਮੇਲ ਸਿੰਘ ਦੇ ਦਾਣਾ ਮੰਡੀ ਵਿਖੇ ਪੁੱਜਣ ਤੇ ਆੜ੍ਹਤੀ ਐਸੋਸੀਏਸ਼ਨ ਵੱਲੋਂ ਵਿਸ਼ੇਸ਼ ਸਨਮਾਨ ਕੀਤਾ ਗਿਆ। ਇਸ ਮੌਕੇ ਪ੍ਰਧਾਨ ਗੁਰਮੀਤ ਮੁਖੀਜਾ ਅਤੇ ਹੋਰ ਆੜ੍ਹਤੀ ਹਾਜ਼ਰ ਸਨ।: [6, 2145, 515, 2171]
- article-body-4b: ਕੁਰਾਲਾ 9 ਅਕਤੂਬਰ (ਹਰਜਿੰਦਰ ਸਿੰਘ ਬੈਂਸ)- ਪਾਵਰਕਾਮ ਅਦਾਰੇ ਵਿੱਚ ਕੰਮ ਕਰਦੇ ਮੁਲਾਜ਼ਮਾਂ ਦੀਆਂ ਵੱਖ-ਵੱਖ ਜਥੇਬੰਦੀਆਂ ਨੇ ਮੰਗ ਕੀਤੀ ਕਿ ਪਰਾਲੀ ਸਾੜਨ ਤੋਂ ਰੋਕਣ ਲਈ ਲਗਾਈਆਂ ਡਿਊਟੀਆਂ ਤੁਰੰਤ ਰੱਦ ਕੀਤੀਆਂ ਜਾਣ। ਉਨ੍ਹਾਂ ਕਿਹਾ ਕਿ ਬਿਜਲੀ ਮੁਲਾਜ਼ਮਾਂ ਦੀ ਪਹਿਲਾਂ ਹੀ ਵੱਡੀ ਘਾਟ ਹੈ ਅਤੇ ਅਜਿਹੀਆਂ ਡਿਊਟੀਆਂ ਨਾਲ ਬਿਜਲੀ ਸਪਲਾਈ ਪ੍ਰਭਾਵਿਤ ਹੋਵੇਗੀ।: [6, 869, 321, 938]
- article-body-12: ਫਿਲੌਰ ( ਵਿੱਕੀ ਸੂਰੀ ) ਇਨਸਾਨੀਅਤ ਦੇ ਸੇਵਾਦਾਰ ਸੋਸਾਇਟੀ ਰਜਿਸਟਰਡ ਫਿਲੌਰ ਵਲੋਂ ਪਹਿਲਾ ਖੂਨਦਾਨ ਕੈਂਪ ਲਗਾਇਆ ਗਿਆ ਜਿਸ ਵਿੱਚ ਨੌਜਵਾਨਾਂ ਨੇ ਵਧ ਚੜ੍ਹ ਕੇ ਖੂਨਦਾਨ ਕੀਤਾ। ਸੋਸਾਇਟੀ ਦੇ ਮੈਂਬਰਾਂ ਨੇ ਦੱਸਿਆ ਕਿ ਭਵਿੱਖ ਵਿੱਚ ਵੀ ਅਜਿਹੇ ਕੈਂਪ ਲਗਾਏ ਜਾਣਗੇ।: [1135, 1676, 1510, 1717]
- section-rule: [0, 512, 1512, 513]
- article-headline-4: ਪੰਜਾਬ ਬਿਜਲੀ ਮੁਲਾਜ਼ਮਾਂ ਦੀਆਂ ਪਰਾਲੀ ਸਾੜਨ ਤੋਂ ਰੋਕਣ ਲਈ ਲਗਾਈਆਂ ਡਿਊਟੀਆਂ ਕੱਟਣ ਦੀ ਮੰਗ: [6, 519, 574, 579]
- article-body-1c: ਫਤਿਹਗੜ੍ਹ ਸਾਹਿਬ 9 ਅਕਤੂਬਰ (ਰਾਜਿੰਦਰ ਸਿੰਘ ਭੱਟ)- ਸ਼੍ਰੋਮਣੀ ਅਕਾਲੀ ਦਲ ਦੀ ਪੁਨਰ ਸੁਰਜੀਤੀ ਲਈ ਬਣੇ ਅਕਾਲੀ ਦਲ ਵੱਲੋਂ ਜਥੇਦਾਰ ਗੁਰਜੀਤ ਸਿੰਘ ਤਲਵੰਡੀ ਨੂੰ ਜਨਰਲ ਸੈਕਟਰੀ ਨਿਯੁਕਤ ਕੀਤਾ ਗਿਆ, ਜਿਸ ਕਰਕੇ ਇਲਾਕੇ ਦੇ ਟਕਸਾਲੀ ਆਗੂਆਂ ਵਿੱਚ ਖੁਸ਼ੀ ਦੀ ਲਹਿਰ ਪਾਈ ਜਾ ਰਹੀ ਹੈ। ਤਲਵੰਡੀ ਨੇ ਸਮੁੱਚੀ ਲੀਡਰਸ਼ਿਪ ਦਾ ਧੰਨਵਾਦ ਕੀਤਾ ਅਤੇ ਕਿਹਾ ਕਿ ਉਹ ਸੌਂਪੀ ਗਈ ਜ਼ਿੰਮੇਵਾਰੀ ਪੂਰੀ ਇਮਾਨਦਾਰੀ ਨਾਲ ਨਿਭਾਉਣਗੇ। ਇਸ ਮੌਕੇ ਮਾਸਟਰ ਚਰਨਜੀਤ ਸਿੰਘ ਧਨੌਲਾ, ਚੇਅਰਮੈਨ ਬਲਵੀਰ ਸਿੰਘ ਬਾਜਵਾ, ਨਾਹਰ ਸਿੰਘ ਸਮੇਤ ਵੱਡੀ ਗਿਣਤੀ ਵਿੱਚ ਆਗੂ ਹਾਜ਼ਰ ਸਨ।: [402, 147, 589, 301]
- date-line: ਸ਼ੁੱਕਰਵਾਰ 10 ਅਕਤੂਬਰ 2025: [65, 17, 276, 37]
- article-body-6: ਆਪ ਪਾਰਟੀ ਦੇ ਐਸ.ਸੀ. ਵਿੰਗ ਵੱਲੋਂ ਜਲੰਧਰ ਨੰਗਲ ਦੀ ਅਗਵਾਈ ਵਿੱਚ ਕੀਤੀ ਕੀਤਾ ਰੋਸ ਪ੍ਰਦਰਸ਼ਨ। ਸ਼੍ਰੀ ਅਨੰਦਪੁਰ ਸਾਹਿਬ 9 ਅਕਤੂਬਰ ਵਰਕਰਾਂ ਨੇ ਦੋਸ਼ੀ ਵਿਰੁੱਧ ਸਖ਼ਤ ਕਾਰਵਾਈ ਦੀ ਮੰਗ ਕੀਤੀ ਅਤੇ ਪੁਤਲਾ ਫੂਕਿਆ। ਉਨ੍ਹਾਂ ਕਿਹਾ ਕਿ ਇਹ ਘਟਨਾ ਸੰਵਿਧਾਨ ਅਤੇ ਨਿਆਂਪਾਲਿਕਾ ਉੱਤੇ ਹਮਲਾ ਹੈ।: [968, 557, 1149, 640]
- article-photo-1: [6, 257, 394, 366]
